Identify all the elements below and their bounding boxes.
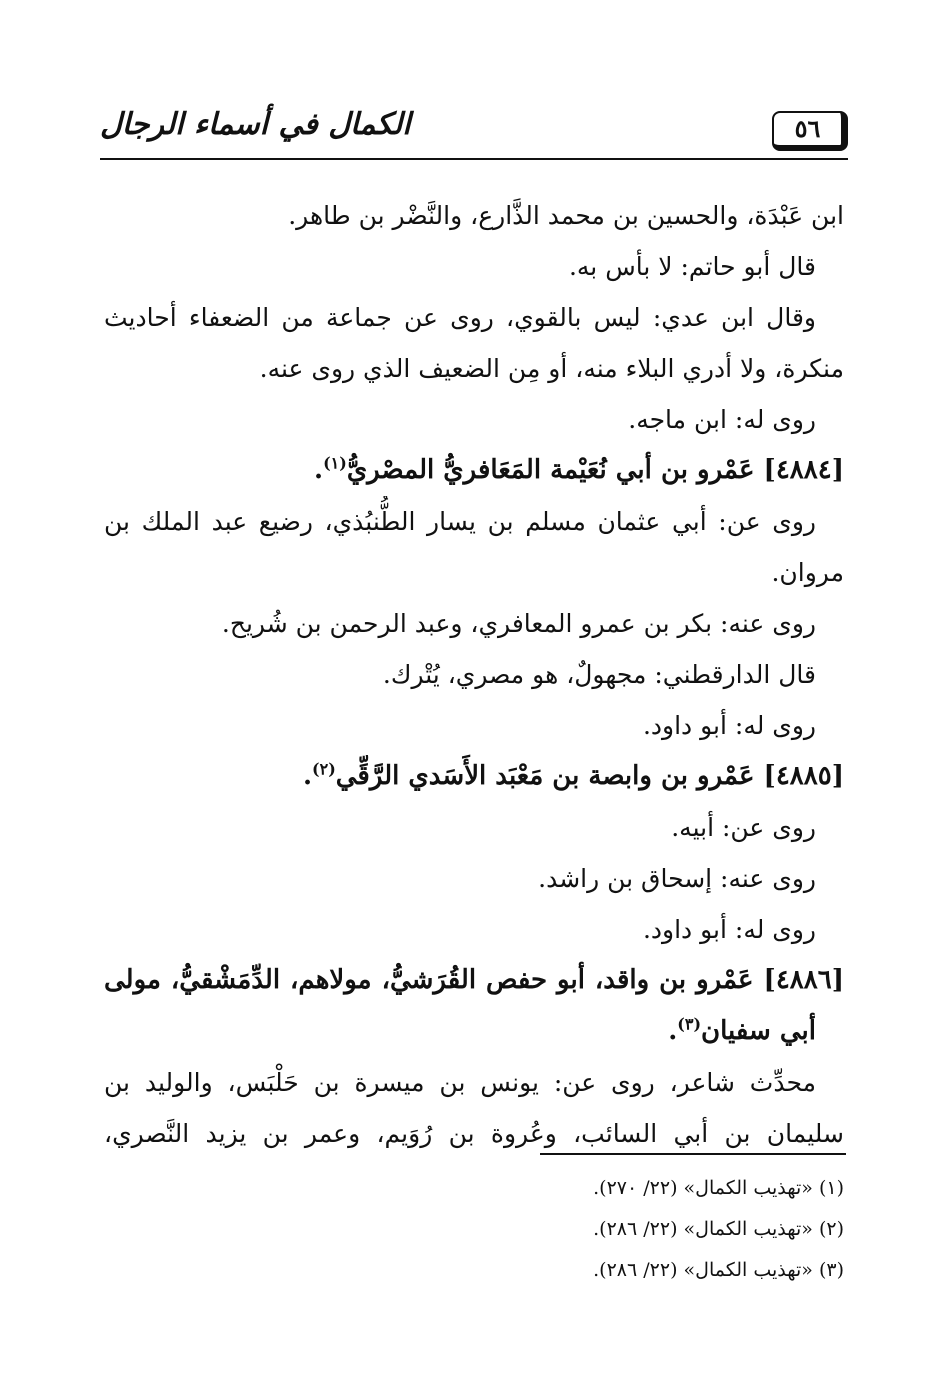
entry-heading-line: [104, 1006, 844, 1057]
line-text: أبي سفيان: [701, 1016, 816, 1046]
text-line: [104, 1108, 844, 1159]
line-text: ابن عَبْدَة، والحسين بن محمد الذَّارع، والنَّضْر بن طاهر.: [288, 201, 844, 230]
text-line: [104, 496, 844, 547]
text-line: [104, 904, 844, 955]
text-line: [104, 700, 844, 751]
line-text: روى عنه: بكر بن عمرو المعافري، وعبد الرحمن بن شُريح.: [221, 609, 816, 638]
header-rule: [100, 158, 848, 160]
page-header: [100, 108, 848, 160]
line-text: محدِّث شاعر، روى عن: يونس بن ميسرة بن حَلْبَس، والوليد بن: [104, 1068, 816, 1097]
footnote: (٢) «تهذيب الكمال» (٢٢/ ٢٨٦).: [593, 1218, 844, 1240]
line-text: منكرة، ولا أدري البلاء منه، أو مِن الضعيف الذي روى عنه.: [259, 354, 844, 383]
entry-heading-line: [104, 955, 844, 1006]
line-text: سليمان بن أبي السائب، وعُروة بن رُوَيم، وعمر بن يزيد النَّصري،: [104, 1119, 844, 1148]
text-line: [104, 1057, 844, 1108]
line-text: [٤٨٨٥] عَمْرو بن وابصة بن مَعْبَد الأَسَدي الرَّقِّي: [335, 761, 844, 791]
footnote-marker: (٣): [677, 1014, 702, 1034]
text-line: [104, 853, 844, 904]
line-text: روى عن: أبي عثمان مسلم بن يسار الطُّنبُذي، رضيع عبد الملك بن: [104, 507, 816, 536]
book-title: الكمال في أسماء الرجال: [100, 107, 411, 142]
footnote-marker: (٢): [312, 759, 336, 779]
footnote: (٣) «تهذيب الكمال» (٢٢/ ٢٨٦).: [593, 1259, 844, 1281]
text-line: [104, 547, 844, 598]
text-line: [104, 241, 844, 292]
text-line: [104, 649, 844, 700]
main-text: [104, 190, 844, 1159]
line-text: [٤٨٨٦] عَمْرو بن واقد، أبو حفص القُرَشيُّ، مولاهم، الدِّمَشْقيُّ، مولى: [104, 965, 844, 995]
text-line: [104, 292, 844, 343]
page-number-box: [772, 111, 848, 151]
line-tail: .: [668, 1016, 678, 1046]
footnote: (١) «تهذيب الكمال» (٢٢/ ٢٧٠).: [593, 1177, 844, 1199]
text-line: [104, 394, 844, 445]
line-tail: .: [302, 761, 313, 791]
page-number: ٥٦: [794, 114, 821, 143]
text-line: [104, 802, 844, 853]
line-text: روى له: أبو داود.: [642, 711, 816, 740]
footnote-rule: [540, 1153, 846, 1155]
line-text: روى عن: أبيه.: [671, 813, 816, 842]
text-line: [104, 598, 844, 649]
line-text: قال أبو حاتم: لا بأس به.: [568, 252, 816, 281]
footnote-marker: (١): [323, 453, 347, 473]
line-text: روى له: ابن ماجه.: [628, 405, 816, 434]
line-text: قال الدارقطني: مجهولٌ، هو مصري، يُتْرك.: [382, 660, 816, 689]
line-text: روى عنه: إسحاق بن راشد.: [538, 864, 816, 893]
footnotes: [104, 1168, 844, 1291]
text-line: [104, 190, 844, 241]
line-text: [٤٨٨٤] عَمْرو بن أبي نُعَيْمة المَعَافريُّ المصْريُّ: [346, 455, 844, 485]
text-line: [104, 343, 844, 394]
entry-heading-line: [104, 751, 844, 802]
line-text: مروان.: [771, 558, 844, 587]
line-text: وقال ابن عدي: ليس بالقوي، روى عن جماعة من الضعفاء أحاديث: [104, 303, 816, 332]
line-text: روى له: أبو داود.: [642, 915, 816, 944]
entry-heading-line: [104, 445, 844, 496]
line-tail: .: [314, 455, 324, 485]
